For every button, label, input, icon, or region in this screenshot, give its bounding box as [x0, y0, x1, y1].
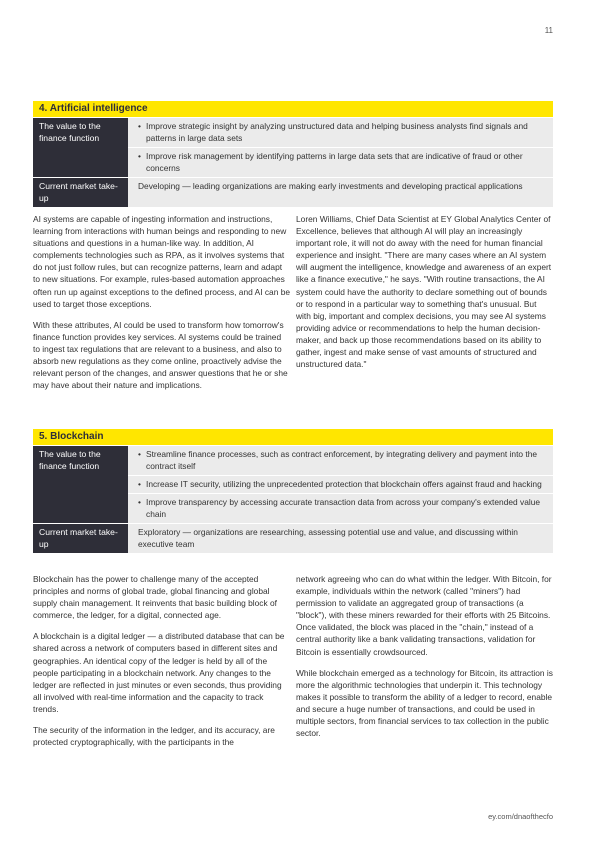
ai-takeup-row	[33, 177, 553, 207]
ai-value-label: The value to the finance function	[33, 118, 128, 177]
blockchain-table	[33, 429, 553, 553]
ai-right-column	[296, 213, 553, 400]
paragraph: AI systems are capable of ingesting information and instructions, learning from interactions with human beings and responding to new situations and questions in a human-like way. In addition, AI complements technologies such as RPA, as it involves systems that do not just follow rules, but can recognize patterns, learn and adapt to new situations. For example, rules-based automation approaches often run up against exceptions to the defined process, and AI can be used to target those exceptions.	[33, 214, 291, 309]
blockchain-value-label: The value to the finance function	[33, 446, 128, 523]
paragraph: network agreeing who can do what within the ledger. With Bitcoin, for example, individuals within the network (called "miners") had permission to validate an aggregated group of transactions (a "block"), with these miners rewarded for their efforts with 25 Bitcoins. Once validated, the block was placed in the "chain," instead of a central authority like a bank validating transactions, validation for Bitcoin is essentially crowdsourced.	[296, 574, 552, 657]
blockchain-takeup-text: Exploratory — organizations are researching, assessing potential use and value, and discussing within executive team	[138, 527, 518, 549]
blockchain-value-bullet: • Improve transparency by accessing accurate transaction data from across your company's extended value chain	[128, 493, 553, 523]
ai-table	[33, 101, 553, 207]
blockchain-takeup-label: Current market take-up	[33, 524, 128, 553]
blockchain-value-row	[33, 445, 553, 523]
paragraph: The security of the information in the ledger, and its accuracy, are protected cryptographically, with the participants in the	[33, 725, 275, 748]
ai-takeup-text: Developing — leading organizations are making early investments and developing practical applications	[138, 181, 523, 191]
blockchain-right-column	[296, 573, 553, 757]
paragraph: A blockchain is a digital ledger — a distributed database that can be shared across a network of computers based in different sites and geographies. An identical copy of the ledger is held by all of the people participating in a blockchain network. Any changes to the ledger are reflected in just minutes or even seconds, thus providing all involved with real-time information and the capacity to track trends.	[33, 631, 285, 714]
blockchain-section-title: 5. Blockchain	[33, 429, 553, 445]
ai-value-bullet: • Improve strategic insight by analyzing unstructured data and helping business analysts find signals and patterns in large data sets	[138, 121, 528, 143]
blockchain-value-bullet: • Increase IT security, utilizing the unprecedented protection that blockchain offers against fraud and hacking	[128, 475, 553, 493]
blockchain-takeup-row	[33, 523, 553, 553]
paragraph: With these attributes, AI could be used to transform how tomorrow's finance function provides key services. AI systems could be trained to ingest tax regulations that are relevant to a business, and also to absorb new regulations as they come online, proactively advise the relevant person of the changes, and answer questions that he or she may have about their nature and implications.	[33, 319, 288, 391]
ai-takeup-label: Current market take-up	[33, 178, 128, 207]
paragraph: While blockchain emerged as a technology for Bitcoin, its attraction is more the algorithmic technologies that underpin it. This technology makes it possible to transform the ability of a ledger to record, enable and secure a huge number of transactions, and could be used in multiple sectors, from financial services to tax collection in the public sector.	[296, 667, 553, 739]
page-number: 11	[544, 26, 553, 35]
ai-value-row	[33, 117, 553, 177]
blockchain-left-column	[33, 573, 290, 757]
ai-section-title: 4. Artificial intelligence	[33, 101, 553, 117]
footer-link[interactable]: ey.com/dnaofthecfo	[488, 812, 553, 821]
ai-value-bullet: • Improve risk management by identifying patterns in large data sets that are indicative of fraud or other concerns	[128, 147, 553, 177]
ai-body-text	[33, 213, 553, 400]
paragraph: Blockchain has the power to challenge many of the accepted principles and norms of global trade, global financing and global supply chain management. It reinvents that basic building block of commerce, the ledger, for a digital, connected age.	[33, 574, 277, 621]
ai-left-column	[33, 213, 290, 400]
blockchain-value-bullet: • Streamline finance processes, such as contract enforcement, by integrating delivery and payment into the contract itself	[138, 449, 538, 471]
paragraph: Loren Williams, Chief Data Scientist at EY Global Analytics Center of Excellence, believes that although AI will play an increasingly important role, it will not do away with the need for human financial experience and insight. "There are many cases where an AI system will augment the intelligence, knowledge and awareness of an expert like a finance executive," he says. "With routine transactions, the AI system could have the authority to declare something out of bounds or to respond in a particular way to something that's unusual. But with big, important and complex decisions, you may see AI systems providing advice or recommendations to help the human decision-maker, and back up those recommendations based on its ability to gather, ingest and make sense of vast amounts of structured and unstructured data."	[296, 214, 552, 370]
blockchain-body-text	[33, 573, 553, 757]
